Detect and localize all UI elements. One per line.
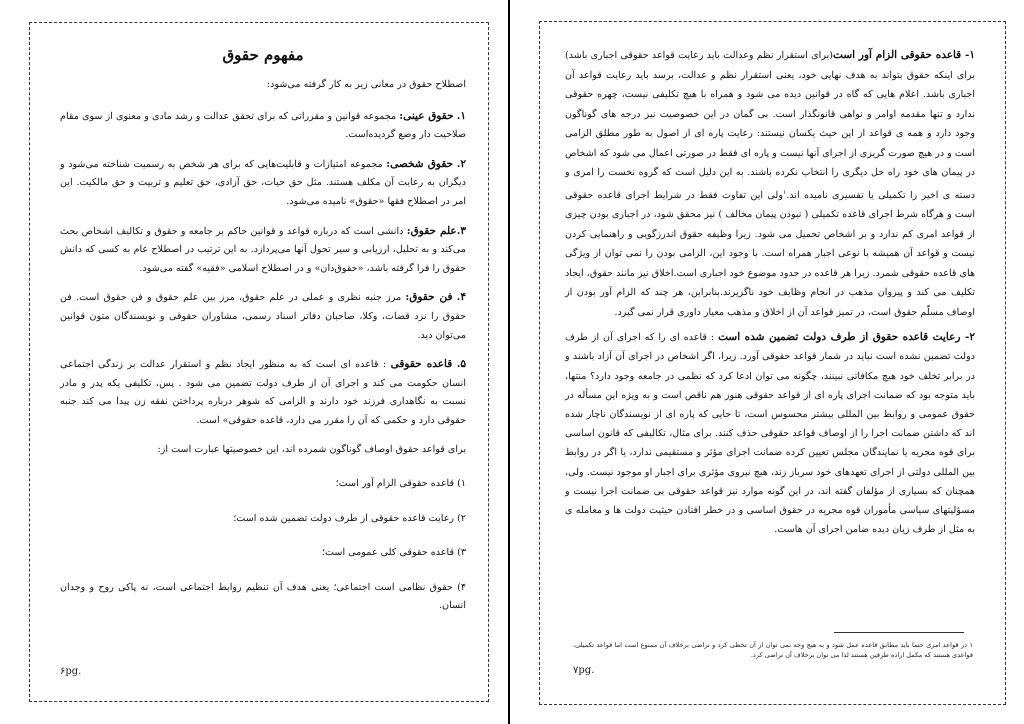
paragraph-state-guarantee [565,328,975,539]
page-divider [508,0,510,724]
definition-term: حقوق شخصی: [386,157,454,170]
left-page-content [60,46,466,632]
paragraph-text: : قاعده ای را که اجرای آن از طرف دولت تضمین نشده است نباید در شمار قواعد حقوقی آورد. زیرا، اگر اشخاص در اجرای آن آزاد باشند و در برابر تخلف خود هیچ مکافاتی نبینند، چگونه می توان ادعا کرد که نظمی در جامعه وجود دارد؟ منتها، باید متوجه بود که ضمانت اجرای پاره ای از قواعد حقوقی هنوز هم ناقص است و به ویژه این مسأله در حقوق عمومی و روابط بین المللی بیشتر محسوس است، تا جایی که پاره ای از نویسندگان ناچار شده اند که داشتن ضمانت اجرا را از اوصاف قواعد حقوقی حذف کنند. برای مثال، تکالیفی که قانون اساسی برای قوه مجریه یا نمایندگان مجلس تعیین کرده ضمانت اجرای مؤثر و مستقیمی ندارد، یا اگر در روابط بین المللی دولتی از اجرای تعهدهای خود سرباز زند، هیچ نیروی مؤثری برای اجبار او موجود نیست. ولی، همچنان که بسیاری از مؤلفان گفته اند، در این گونه موارد نیز قواعد حقوقی بی ضمانت اجرا نیست و مسؤلیتهای سیاسی مأموران قوه مجریه در حقوق اساسی و در خطر افتادن حیثیت دولت ها و معامله ی به مثل از طرف زیان دیده ضامن اجرای آن هاست. [565,332,975,536]
feature-item: ۴) حقوق نظامی است اجتماعی؛ یعنی هدف آن تنظیم روابط اجتماعی است، نه پاکی روح و وجدان انسان. [60,581,466,612]
page-number: ۷pg. [573,665,595,676]
definition-item [60,222,466,279]
definition-number: ۴. [456,291,466,304]
section-subtitle: (برای استقرار نظم وعدالت باید رعایت قواعد حقوقی اجباری باشد) [565,50,834,61]
definition-text: : قاعده ای است که به منظور ایجاد نظم و استقرار عدالت بر زندگی اجتماعی انسان حکومت می کند و اجرای آن از طرف دولت تضمین می شود . پس، تکلیفی یکه پدر و مادر نسبت به نگاهداری فرزند خود دارند و الزامی که شوهر درباره پرداختن نفقه زن پیدا می کند جنبه حقوقی دارد و حکمی که آن را مقرر می دارد، قاعده حقوقی» است. [60,359,466,426]
footnote: ۱ در قواعد امری حتما باید مطابق قاعده عمل شود و به هیچ وجه نمی توان از آن تخطی کرد و تراضی برخلاف آن ممنوع است اما قواعد تکمیلی، قواعدی هستند که مکمل اراده طرفین هستند لذا می توان برخلاف آن تراضی کرد. [573,641,973,659]
footnote-ref: ۱ [782,188,787,196]
definition-item [60,355,466,430]
feature-item: ۳) قاعده حقوقی کلی عمومی است؛ [321,547,466,559]
paragraph-binding-rules [565,46,975,322]
definition-text: مجموعه امتیازات و قابلیت‌هایی که برای هر شخص به رسمیت شناخته می‌شود و دیگران به رعایت آن مکلف هستند. مثل حق حیات، حق آزادی، حق تعلیم و تربیت و حق مالکیت. این امر در اصطلاح فقها «حقوق» نامیده می‌شود. [60,158,466,207]
definition-number: ۱. [456,109,466,122]
definition-item [60,155,466,212]
definition-text: دانشی است که درباره قواعد و قوانین حاکم بر جامعه و حقوق و تکالیف اشخاص بحث می‌کند و به تحلیل، ارزیابی و سیر تحول آنها می‌پردازد. به این ترتیب در اصطلاح عام به کسی که دانش حقوق را فرا گرفته باشد، «حقوق‌دان» و در اصطلاح اسلامی «فقیه» گفته می‌شود. [60,225,466,274]
definition-text: مجموعه قوانین و مقرراتی که برای تحقق عدالت و رشد مادی و معنوی از سوی مقام صلاحیت دار وضع گردیده‌است. [60,110,466,141]
page-title: مفهوم حقوق [222,46,304,64]
definition-term: قاعده حقوقی [390,358,453,371]
definition-term: حقوق عینی: [399,109,454,122]
right-page [513,0,1024,724]
definition-number: ۲. [456,157,466,170]
definition-term: فن حقوق: [405,291,453,304]
page-number: ۶pg. [60,666,82,677]
paragraph-text: ولی این تفاوت فقط در شرایط اجرای قاعده حقوقی است و هرگاه شرط اجرای قاعده تکمیلی ( نبودن پیمان مخالف ) نیز محقق شود، در اجباری بودن چیزی از قواعد امری کم ندارد و بر اشخاص تحمیل می شود. زیرا وظیفه حقوق اندرزگویی و راهنمایی کردن نیست و قواعد آن همیشه با نوعی اجبار همراه است. با وجود این، الزامی بودن را نمی توان از ویژگی های قاعده حقوقی شمرد. زیرا هر قاعده در حدود موضوع خود اجباری است.اخلاق نیز مانند حقوق، ایجاد تکلیف می کند و پیروان مذهب در انجام وظایف خود ناگزیرند.بنابراین، هر چند که الزام آور بودن از اوصاف مسلّم حقوق است، در تمیز قواعد آن از اخلاق و مذهب معیار داوری قرار نمی گیرد. [565,189,975,318]
definition-item [60,288,466,345]
right-page-content [565,46,975,539]
section-heading: ۱- قاعده حقوقی الزام آور است [833,49,975,61]
features-intro: برای قواعد حقوق اوصاف گوناگون شمرده اند، این خصوصیتها عبارت است از: [157,443,466,455]
left-page [0,0,504,724]
definition-number: ۳. [456,224,466,237]
intro-text: اصطلاح حقوق در معانی زیر به کار گرفته می‌شود: [266,79,466,90]
definition-number: ۵. [456,358,466,371]
section-heading: ۲- رعایت قاعده حقوق از طرف دولت تضمین شده است [718,331,975,344]
paragraph-text: برای اینکه حقوق بتواند به هدف نهایی خود، یعنی استقرار نظم و عدالت، برسد باید رعایت قواعد آن اجباری باشد. اعلام هایی که گاه در قوانین دیده می شود و همراه با هیچ تکلیفی نیست، چهره حقوقی ندارد و تنها مقدمه اوامر و نواهی قانونگذار است. بی گمان در این خصوصیت نیز درجه های گوناگون وجود دارد و همه ی قواعد از این حیث یکسان نیستند: رعایت پاره ای از اصول به طور مطلق الزامی است و در هیچ صورت گریزی از اجرای آنها نیست و پاره ای فقط در صورتی اعمال می شود که اشخاص در پیمان های خود راه حل دیگری را انتخاب نکرده باشند. به این دلیل است که گروه نخست را امری و دسته ی اخیر را تکمیلی یا تفسیری نامیده اند. [565,69,975,201]
feature-item: ۲) رعایت قاعده حقوقی از طرف دولت تضمین شده است؛ [233,512,466,524]
footnote-divider [834,632,964,633]
feature-item: ۱) قاعده حقوقی الزام آور است؛ [335,478,466,490]
definition-text: مرز جنبه نظری و عملی در علم حقوق، مرز بین علم حقوق و فن حقوق است. فن حقوق را نزد قضات، وکلا، صاحبان دفاتر اسناد رسمی، مشاوران حقوقی و نویسندگان متون قوانین می‌توان دید. [60,292,466,341]
definition-term: علم حقوق: [406,224,457,237]
definition-item [60,107,466,145]
